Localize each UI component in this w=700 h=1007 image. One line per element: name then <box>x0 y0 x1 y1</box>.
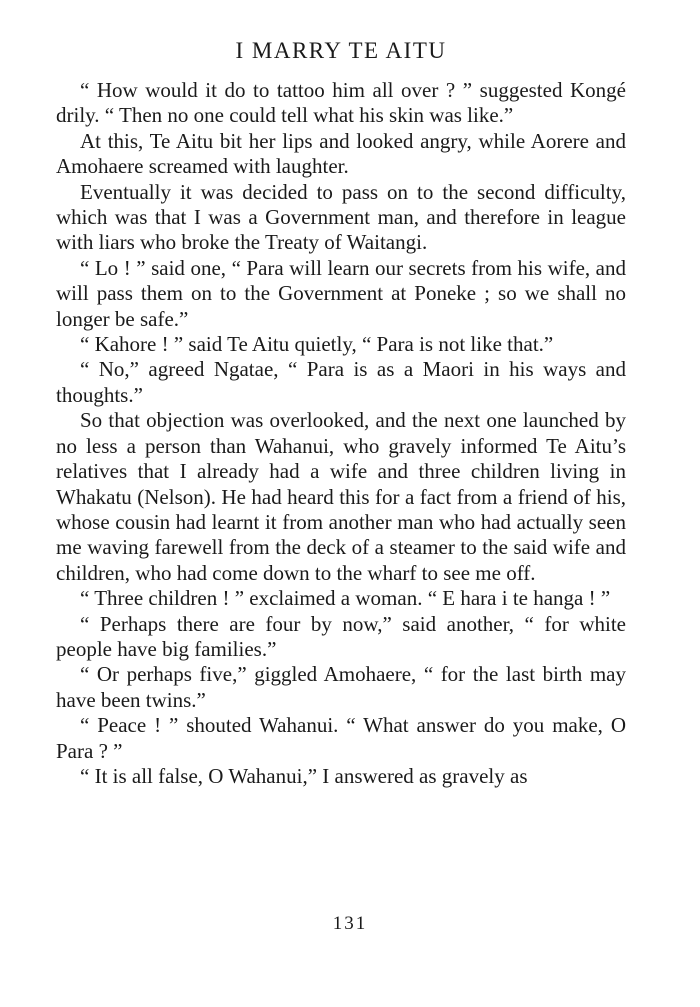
running-head: I MARRY TE AITU <box>235 38 447 63</box>
paragraph: Eventually it was decided to pass on to the second difficulty, which was that I was a Government man, and therefore in league with liars who broke the Treaty of Waitangi. <box>56 179 626 255</box>
body-text <box>56 78 626 789</box>
paragraph: At this, Te Aitu bit her lips and looked angry, while Aorere and Amohaere screamed with laughter. <box>56 128 626 179</box>
book-page <box>56 36 626 789</box>
paragraph: “ Peace ! ” shouted Wahanui. “ What answer do you make, O Para ? ” <box>56 713 626 763</box>
paragraph: “ How would it do to tattoo him all over ? ” suggested Kongé drily. “ Then no one could tell what his skin was like.” <box>56 78 626 128</box>
paragraph: “ Three children ! ” exclaimed a woman. “ E hara i te hanga ! ” <box>80 586 611 611</box>
paragraph: “ It is all false, O Wahanui,” I answered as gravely as <box>80 763 528 788</box>
paragraph: “ Lo ! ” said one, “ Para will learn our secrets from his wife, and will pass them on to the Government at Poneke ; so we shall no longer be safe.” <box>56 255 626 331</box>
paragraph: “ Perhaps there are four by now,” said another, “ for white people have big families.” <box>56 611 626 661</box>
page-number: 131 <box>332 913 368 934</box>
paragraph: So that objection was overlooked, and the next one launched by no less a person than Wahanui, who gravely informed Te Aitu’s relatives that I already had a wife and three children living in Whakatu (Nelson). He had heard this for a fact from a friend of his, whose cousin had learnt it from another man who had actually seen me waving farewell from the deck of a steamer to the said wife and children, who had come down to the wharf to see me off. <box>56 408 626 585</box>
paragraph: “ Kahore ! ” said Te Aitu quietly, “ Para is not like that.” <box>80 332 554 357</box>
paragraph: “ Or perhaps five,” giggled Amohaere, “ for the last birth may have been twins.” <box>56 662 626 712</box>
paragraph: “ No,” agreed Ngatae, “ Para is as a Maori in his ways and thoughts.” <box>56 357 626 407</box>
